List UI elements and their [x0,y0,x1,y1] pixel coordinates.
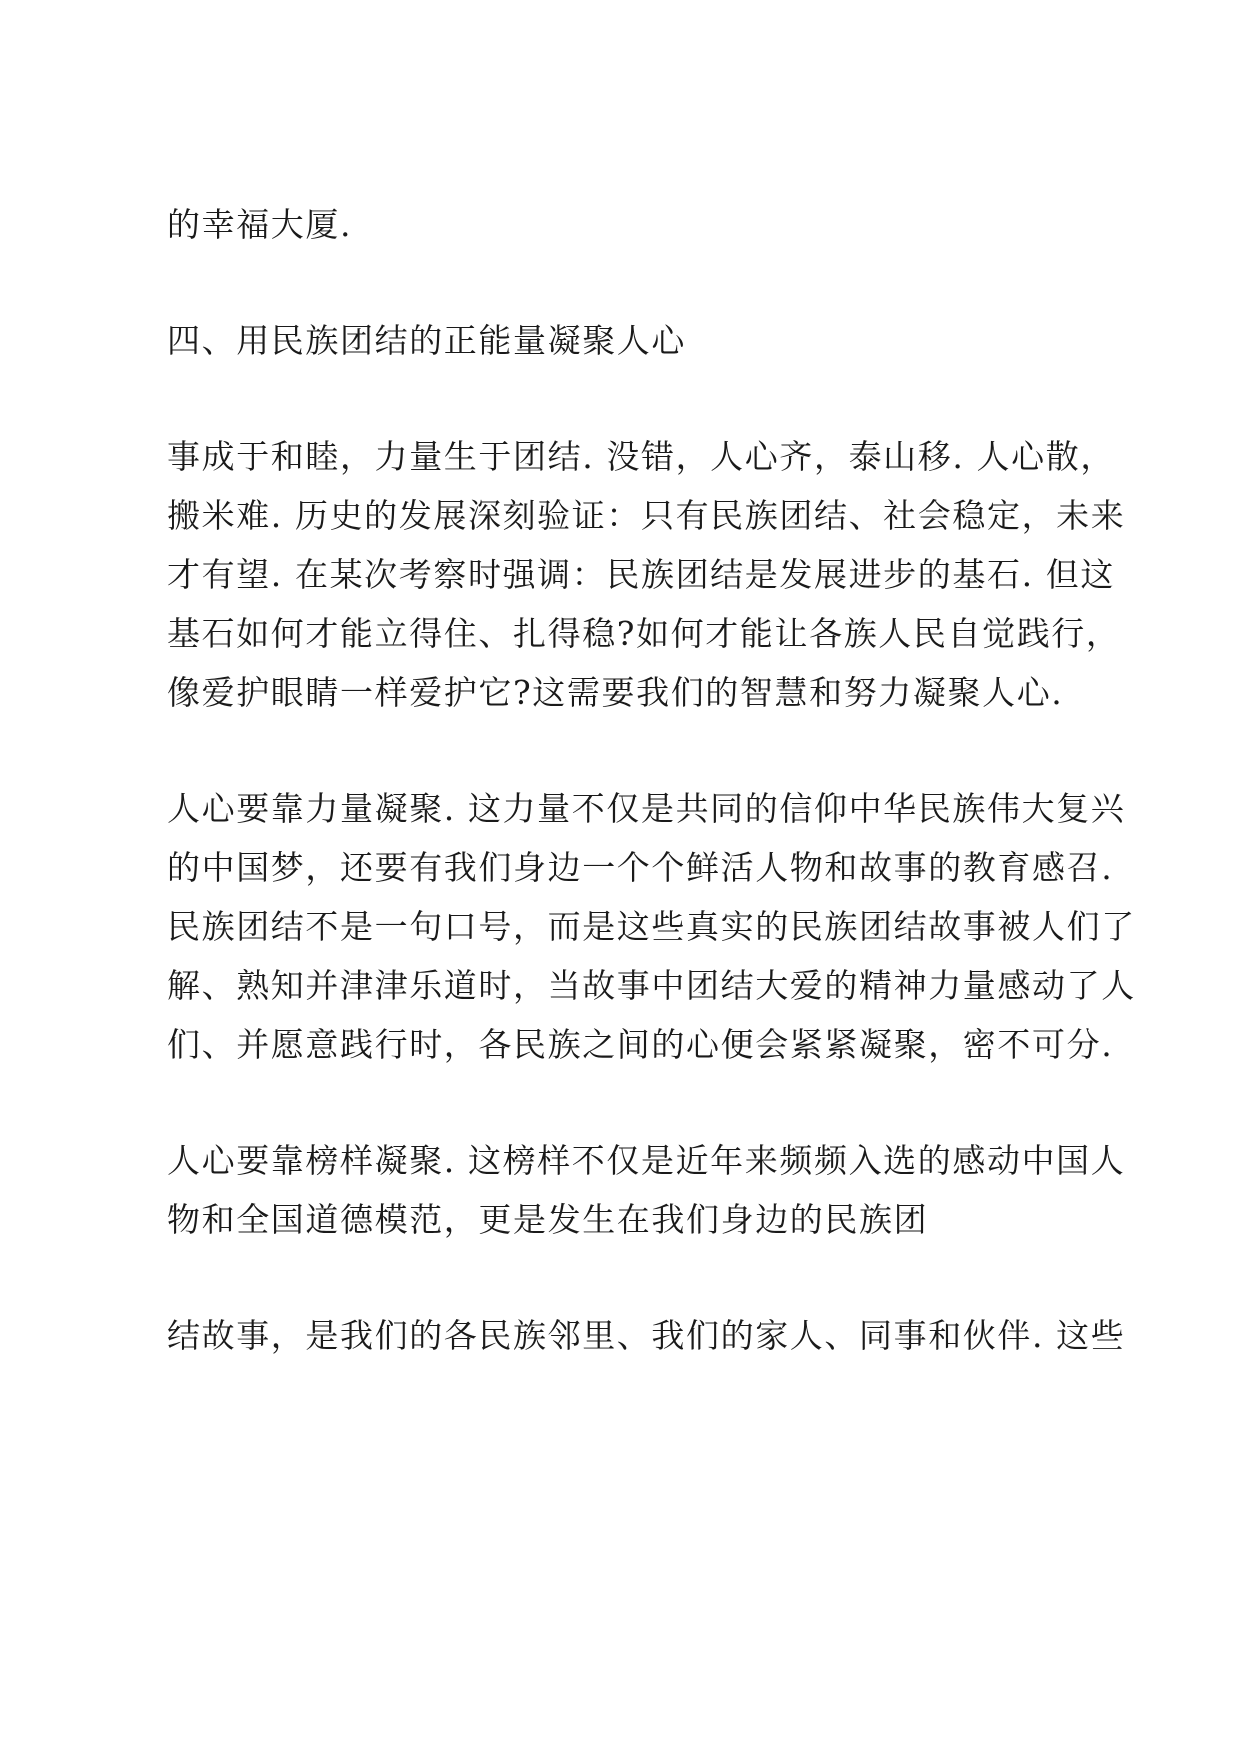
text-line: 像爱护眼睛一样爱护它?这需要我们的智慧和努力凝聚人心. [167,673,1064,712]
text-line: 基石如何才能立得住、扎得稳?如何才能让各族人民自觉践行， [167,614,1121,653]
text-line: 人心要靠榜样凝聚. 这榜样不仅是近年来频频入选的感动中国人 [167,1141,1126,1180]
text-line: 们、并愿意践行时，各民族之间的心便会紧紧凝聚，密不可分. [167,1025,1114,1064]
text-line: 结故事，是我们的各民族邻里、我们的家人、同事和伙伴. 这些 [167,1316,1126,1355]
text-line: 才有望. 在某次考察时强调：民族团结是发展进步的基石. 但这 [167,555,1115,594]
text-line: 物和全国道德模范，更是发生在我们身边的民族团 [167,1200,929,1239]
text-line: 的中国梦，还要有我们身边一个个鲜活人物和故事的教育感召. [167,848,1114,887]
text-line: 民族团结不是一句口号，而是这些真实的民族团结故事被人们了 [167,907,1136,946]
text-line: 人心要靠力量凝聚. 这力量不仅是共同的信仰中华民族伟大复兴 [167,789,1126,828]
text-line: 的幸福大厦. [167,205,353,244]
text-line: 搬米难. 历史的发展深刻验证：只有民族团结、社会稳定，未来 [167,496,1126,535]
section-heading: 四、用民族团结的正能量凝聚人心 [167,321,686,360]
text-line: 解、熟知并津津乐道时，当故事中团结大爱的精神力量感动了人 [167,966,1136,1005]
text-line: 事成于和睦，力量生于团结. 没错，人心齐，泰山移. 人心散， [167,437,1115,476]
